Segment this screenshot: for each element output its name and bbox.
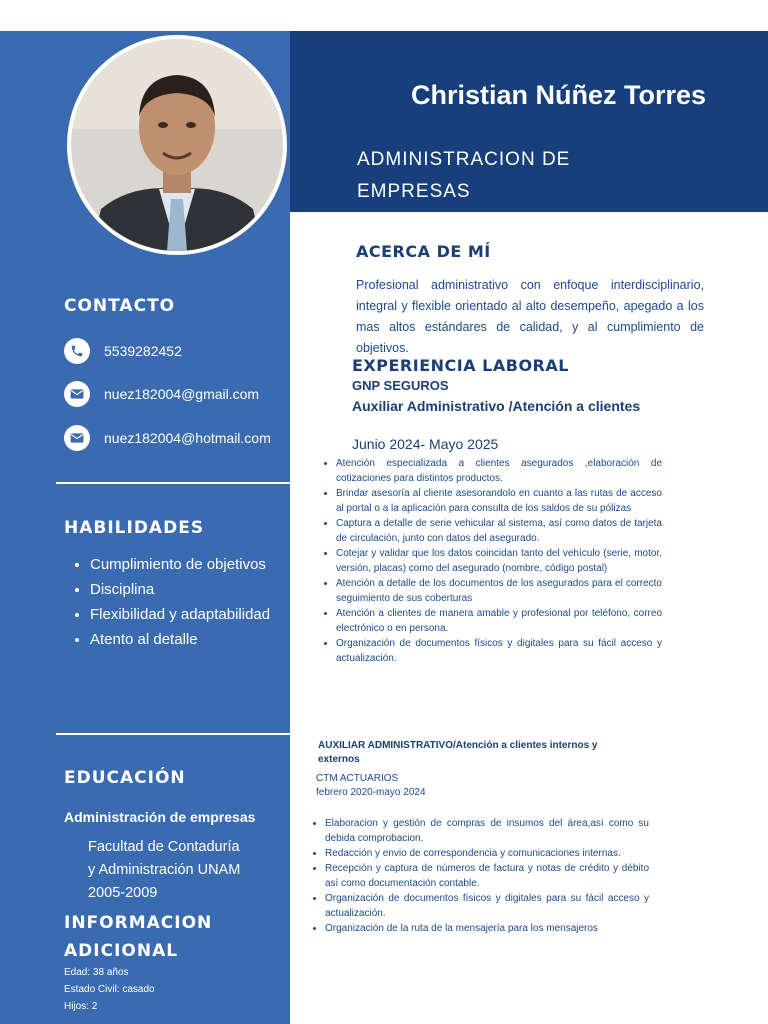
education-heading: EDUCACIÓN <box>64 768 186 788</box>
school-line: Facultad de Contaduría <box>88 839 240 855</box>
profile-photo <box>67 35 287 255</box>
job2-company: CTM ACTUARIOS <box>316 773 399 784</box>
duty-item: • Cotejar y validar que los datos coincidan tanto del vehículo (serie, motor, versión, placas) como del asegurado (nombre, código postal) <box>336 546 662 576</box>
about-text: Profesional administrativo con enfoque interdisciplinario, integral y flexible orientado al alto desempeño, apegado a los mas altos estándares de calidad, y al cumplimiento de objetivos. <box>356 278 704 355</box>
age: Edad: 38 años <box>64 967 129 978</box>
contact-heading: CONTACTO <box>64 296 176 316</box>
about-heading: ACERCA DE MÍ <box>356 242 491 261</box>
duty-item: • Brindar asesoría al cliente asesorandolo en cuanto a las rutas de acceso al portal o a la aplicación para consulta de los saldos de su pólizas <box>336 486 662 516</box>
additional-heading-line: ADICIONAL <box>64 941 179 961</box>
duty-item: • Organización de documentos físicos y digitales para su fácil acceso y actualización. <box>325 891 649 921</box>
email-icon <box>64 381 90 407</box>
email-icon <box>64 425 90 451</box>
duty-item: • Recepción y captura de números de factura y notas de crédito y débito así como documentación contable. <box>325 861 649 891</box>
duty-item: • Atención a clientes de manera amable y profesional por teléfono, correo electrónico o en persona. <box>336 606 662 636</box>
additional-info <box>64 964 155 1015</box>
duty-item: • Atención a detalle de los documentos de los asegurados para el correcto seguimiento de sus coberturas <box>336 576 662 606</box>
full-name: Christian Núñez Torres <box>411 80 707 110</box>
skills-list <box>72 554 270 654</box>
civil-status: Estado Civil: casado <box>64 984 155 995</box>
email-gmail: nuez182004@gmail.com <box>104 386 260 402</box>
job2-dates: febrero 2020-mayo 2024 <box>316 787 426 798</box>
sidebar-divider <box>56 482 290 484</box>
contact-email-gmail[interactable] <box>64 380 259 408</box>
school-years: 2005-2009 <box>88 885 158 901</box>
phone-icon <box>64 338 90 364</box>
skill-item: • Atento al detalle <box>90 629 270 650</box>
email-hotmail: nuez182004@hotmail.com <box>104 430 271 446</box>
duty-item: • Elaboracion y gestión de compras de insumos del área,así como su debida comprobacion. <box>325 816 649 846</box>
duty-item: • Organización de la ruta de la mensajería para los mensajeros <box>325 921 649 936</box>
contact-email-hotmail[interactable] <box>64 424 271 452</box>
additional-heading <box>64 909 212 965</box>
profile-photo-illustration <box>71 39 283 251</box>
job2-duties <box>311 816 649 936</box>
skill-item: • Cumplimiento de objetivos <box>90 554 270 575</box>
job2-company-block <box>316 772 426 800</box>
duty-item: • Captura a detalle de serie vehicular al sistema, así como datos de tarjeta de circulación, junto con datos del asegurado. <box>336 516 662 546</box>
education-degree: Administración de empresas <box>64 809 256 825</box>
job1-role: Auxiliar Administrativo /Atención a clientes <box>352 398 641 414</box>
job2-title: AUXILIAR ADMINISTRATIVO/Atención a clientes internos y externos <box>318 740 598 765</box>
skill-item: • Flexibilidad y adaptabilidad <box>90 604 270 625</box>
phone-number: 5539282452 <box>104 343 182 359</box>
sidebar-divider <box>56 733 290 735</box>
profession-title: ADMINISTRACION DE EMPRESAS <box>357 149 571 202</box>
skills-heading: HABILIDADES <box>64 518 205 538</box>
children: Hijos: 2 <box>64 1001 98 1012</box>
job1-dates: Junio 2024- Mayo 2025 <box>352 436 499 452</box>
skill-item: • Disciplina <box>90 579 270 600</box>
duty-item: • Redacción y envio de correspondencia y comunicaciones internas. <box>325 846 649 861</box>
experience-heading: EXPERIENCIA LABORAL <box>352 356 569 375</box>
additional-heading-line: INFORMACION <box>64 913 213 933</box>
school-line: y Administración UNAM <box>88 862 241 878</box>
job1-duties <box>322 456 662 666</box>
duty-item: • Organización de documentos físicos y digitales para su fácil acceso y actualización. <box>336 636 662 666</box>
contact-phone[interactable] <box>64 337 182 365</box>
education-school <box>88 836 240 905</box>
job1-company: GNP SEGUROS <box>352 378 449 393</box>
duty-item: • Atención especializada a clientes asegurados ,elaboración de cotizaciones para distintos productos. <box>336 456 662 486</box>
